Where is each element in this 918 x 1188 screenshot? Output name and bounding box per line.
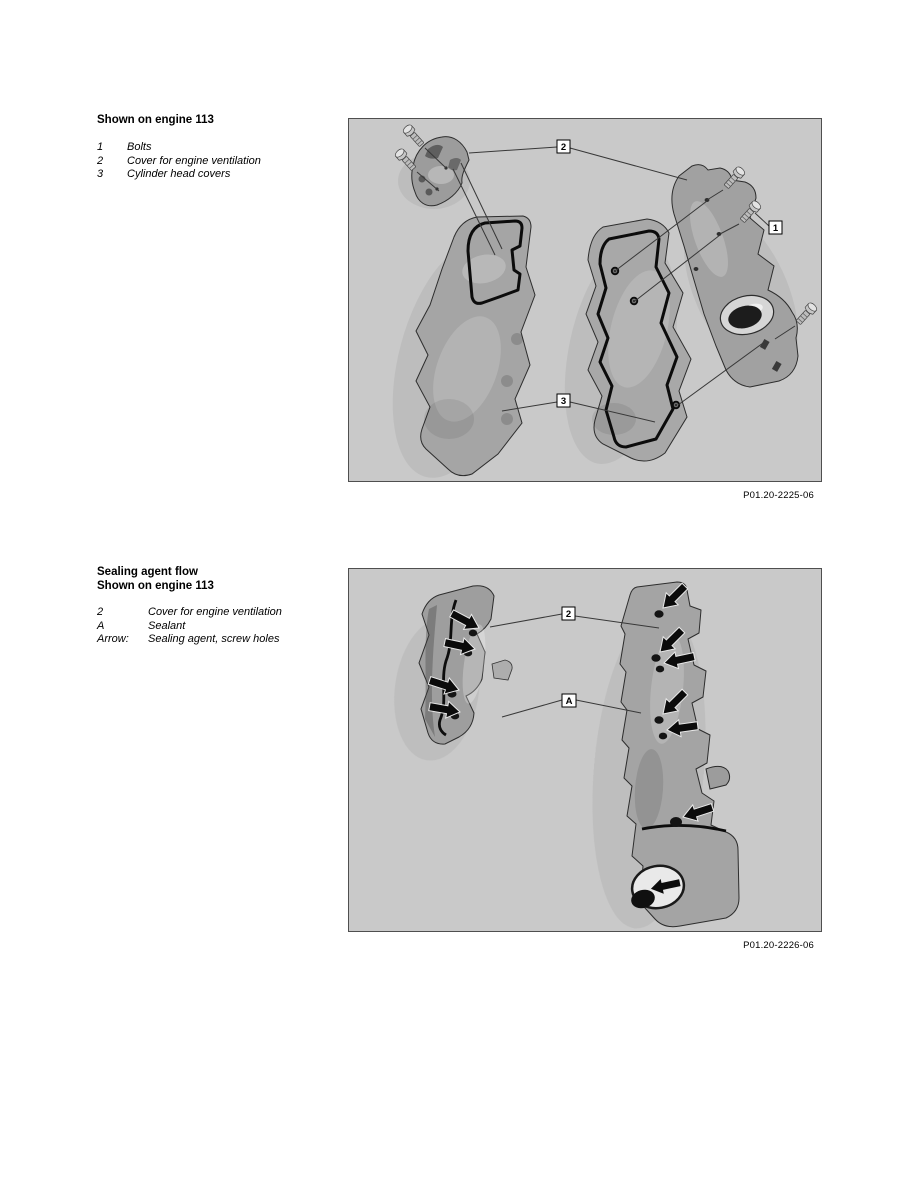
figure2-heading-line1: Sealing agent flow	[97, 566, 198, 578]
callout-2	[562, 607, 575, 620]
legend-label: Cylinder head covers	[127, 168, 231, 181]
svg-text:A: A	[565, 696, 573, 707]
legend-label: Bolts	[127, 141, 152, 153]
callout-3	[557, 394, 570, 407]
svg-text:2: 2	[560, 142, 567, 153]
legend-key: 1	[97, 141, 104, 153]
svg-text:2: 2	[565, 609, 572, 620]
figure1-image	[348, 118, 822, 482]
figure2-heading	[97, 565, 214, 593]
figure1-caption: P01.20-2225-06	[743, 490, 814, 501]
legend-key: 2	[97, 154, 104, 167]
legend-key: A	[97, 619, 105, 632]
figure1-legend	[97, 141, 261, 182]
svg-text:1: 1	[772, 223, 779, 234]
figure2-heading-line2: Shown on engine 113	[97, 580, 214, 592]
figure2-legend	[97, 606, 282, 647]
legend-item	[97, 168, 261, 182]
legend-item	[97, 620, 282, 634]
legend-label: Sealing agent, screw holes	[148, 633, 280, 646]
legend-item	[97, 155, 261, 169]
callout-2	[557, 140, 570, 153]
svg-text:3: 3	[560, 396, 567, 407]
callout-A	[562, 694, 576, 707]
legend-item	[97, 606, 282, 620]
legend-label: Cover for engine ventilation	[148, 606, 282, 618]
legend-key: 2	[97, 606, 104, 618]
legend-item	[97, 633, 282, 647]
callout-1	[769, 221, 782, 234]
legend-label: Cover for engine ventilation	[127, 154, 261, 167]
legend-item	[97, 141, 261, 155]
legend-label: Sealant	[148, 619, 186, 632]
figure2-caption: P01.20-2226-06	[743, 940, 814, 951]
legend-key: Arrow:	[97, 633, 129, 646]
figure2-image	[348, 568, 822, 932]
figure1-heading: Shown on engine 113	[97, 114, 214, 126]
legend-key: 3	[97, 168, 104, 181]
